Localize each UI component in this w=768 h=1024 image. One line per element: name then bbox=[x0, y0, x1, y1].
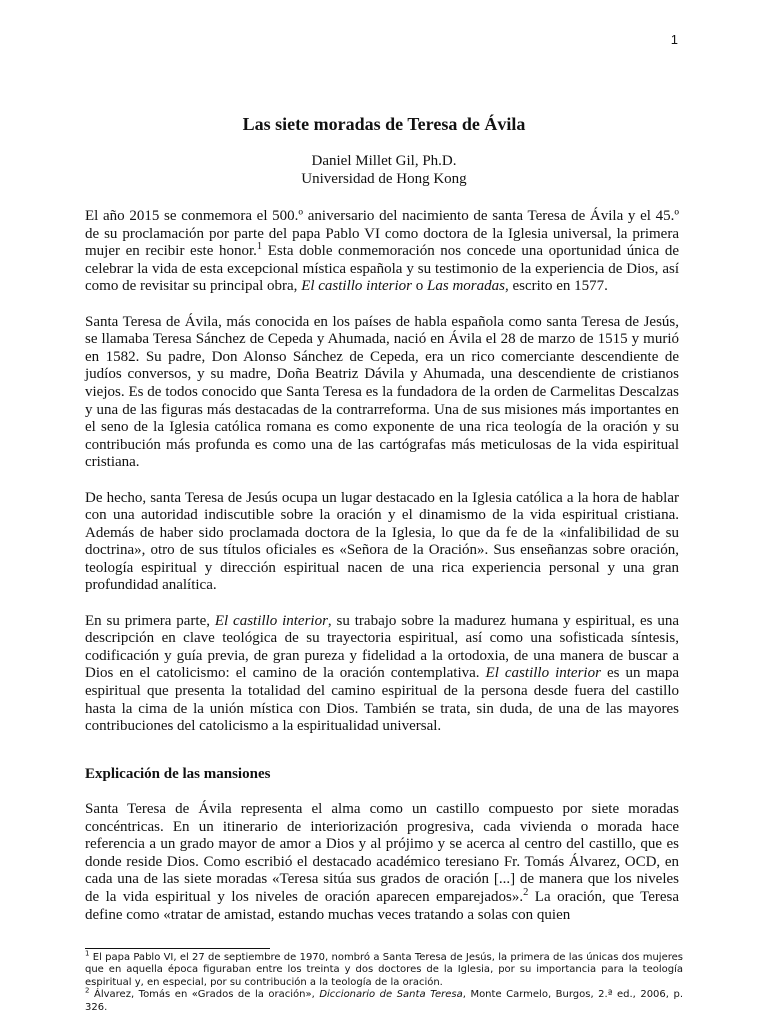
section-heading: Explicación de las mansiones bbox=[85, 765, 271, 782]
paper-title: Las siete moradas de Teresa de Ávila bbox=[242, 114, 526, 134]
paragraph-1: El año 2015 se conmemora el 500.º aniversario del nacimiento de santa Teresa de Ávila y el 45.º de su proclamación por parte del papa Pablo VI como doctora de la Iglesia universal, la primera mujer en recibir este honor.$^1$ Esta doble conmemoración nos concede una oportunidad única de celebrar la vida de esta excepcional mística española y su testimonio de la experiencia de Dios, así como de revisitar su principal obra, El castillo interior o Las moradas, escrito en 1577. bbox=[85, 208, 679, 295]
footnotes bbox=[85, 948, 683, 1014]
footnote-1: $^1$ El papa Pablo VI, el 27 de septiembre de 1970, nombró a Santa Teresa de Jesús, la primera de las únicas dos mujeres que en aquella época figuraban entre los treinta y dos doctores de la Iglesia, por su importancia para la teología espiritual y, en especial, por su contribución a la teología de la oración. bbox=[85, 949, 683, 988]
paragraph-4: En su primera parte, El castillo interior, su trabajo sobre la madurez humana y espiritual, es una descripción en clave teológica de su trayectoria espiritual, así como una sofisticada síntesis, codificación y guía previa, de gran pureza y fidelidad a la ortodoxia, de una manera de buscar a Dios en el catolicismo: el camino de la oración contemplativa. El castillo interior es un mapa espiritual que presenta la totalidad del camino espiritual de la persona desde fuera del castillo hasta la cima de la unión mística con Dios. También se trata, sin duda, de una de las mayores contribuciones del catolicismo a la espiritualidad universal. bbox=[85, 612, 679, 735]
page-number: 1 bbox=[670, 32, 678, 47]
work-title: El castillo interior bbox=[214, 612, 328, 629]
work-title: El castillo interior bbox=[301, 278, 413, 295]
footnote-divider bbox=[85, 948, 270, 949]
author-block bbox=[0, 152, 768, 188]
footnote-ref-1[interactable]: 1 bbox=[256, 241, 263, 253]
footnote-number: 2 bbox=[85, 986, 90, 995]
footnote-2: $^2$ Álvarez, Tomás en «Grados de la oración», Diccionario de Santa Teresa, Monte Carmelo, Burgos, 2.ª ed., 2006, p. 326. bbox=[85, 986, 684, 1013]
body-text bbox=[85, 208, 679, 942]
paragraph-5: Santa Teresa de Ávila representa el alma como un castillo compuesto por siete moradas concéntricas. En un itinerario de interiorización progresiva, cada vivienda o morada hace referencia a un grado mayor de amor a Dios y al prójimo y se acerca al centro del castillo, que es donde reside Dios. Como escribió el destacado académico teresiano Fr. Tomás Álvarez, OCD, en cada una de las siete moradas «Teresa sitúa sus grados de oración [...] de manera que los niveles de la vida espiritual y los niveles de oración aparecen emparejados».$^2$ La oración, que Teresa define como «tratar de amistad, estando muchas veces tratando a solas con quien bbox=[85, 801, 679, 923]
footnote-number: 1 bbox=[85, 949, 90, 958]
work-title: Las moradas bbox=[427, 278, 505, 295]
work-title: Diccionario de Santa Teresa bbox=[319, 989, 463, 1001]
paragraph-3: De hecho, santa Teresa de Jesús ocupa un lugar destacado en la Iglesia católica a la hora de hablar con una autoridad indiscutible sobre la oración y el dinamismo de la vida espiritual cristiana. Además de haber sido proclamada doctora de la Iglesia, lo que da fe de la «infalibilidad de su doctrina», otro de sus títulos oficiales es «Señora de la Oración». Sus enseñanzas sobre oración, teología espiritual y dirección espiritual nacen de una rica experiencia personal y una gran profundidad analítica. bbox=[85, 489, 679, 594]
work-title: El castillo interior bbox=[485, 665, 601, 682]
paragraph-2: Santa Teresa de Ávila, más conocida en los países de habla española como santa Teresa de Jesús, se llamaba Teresa Sánchez de Cepeda y Ahumada, nació en Ávila el 28 de marzo de 1515 y murió en 1582. Su padre, Don Alonso Sánchez de Cepeda, era un rico comerciante descendiente de judíos conversos, y su madre, Doña Beatriz Dávila y Ahumada, una descendiente de cristianos viejos. Es de todos conocido que Santa Teresa es la fundadora de la orden de Carmelitas Descalzas y una de las figuras más destacadas de la contrarreforma. Una de sus misiones más importantes en el seno de la Iglesia católica romana es como exponente de una rica teología de la oración y su contribución más profunda es como una de las cartógrafas más meticulosas de la vida espiritual cristiana. bbox=[85, 313, 679, 471]
footnote-ref-2[interactable]: 2 bbox=[523, 886, 529, 898]
author-name: Daniel Millet Gil, Ph.D. bbox=[311, 153, 457, 169]
author-affiliation: Universidad de Hong Kong bbox=[301, 171, 467, 187]
